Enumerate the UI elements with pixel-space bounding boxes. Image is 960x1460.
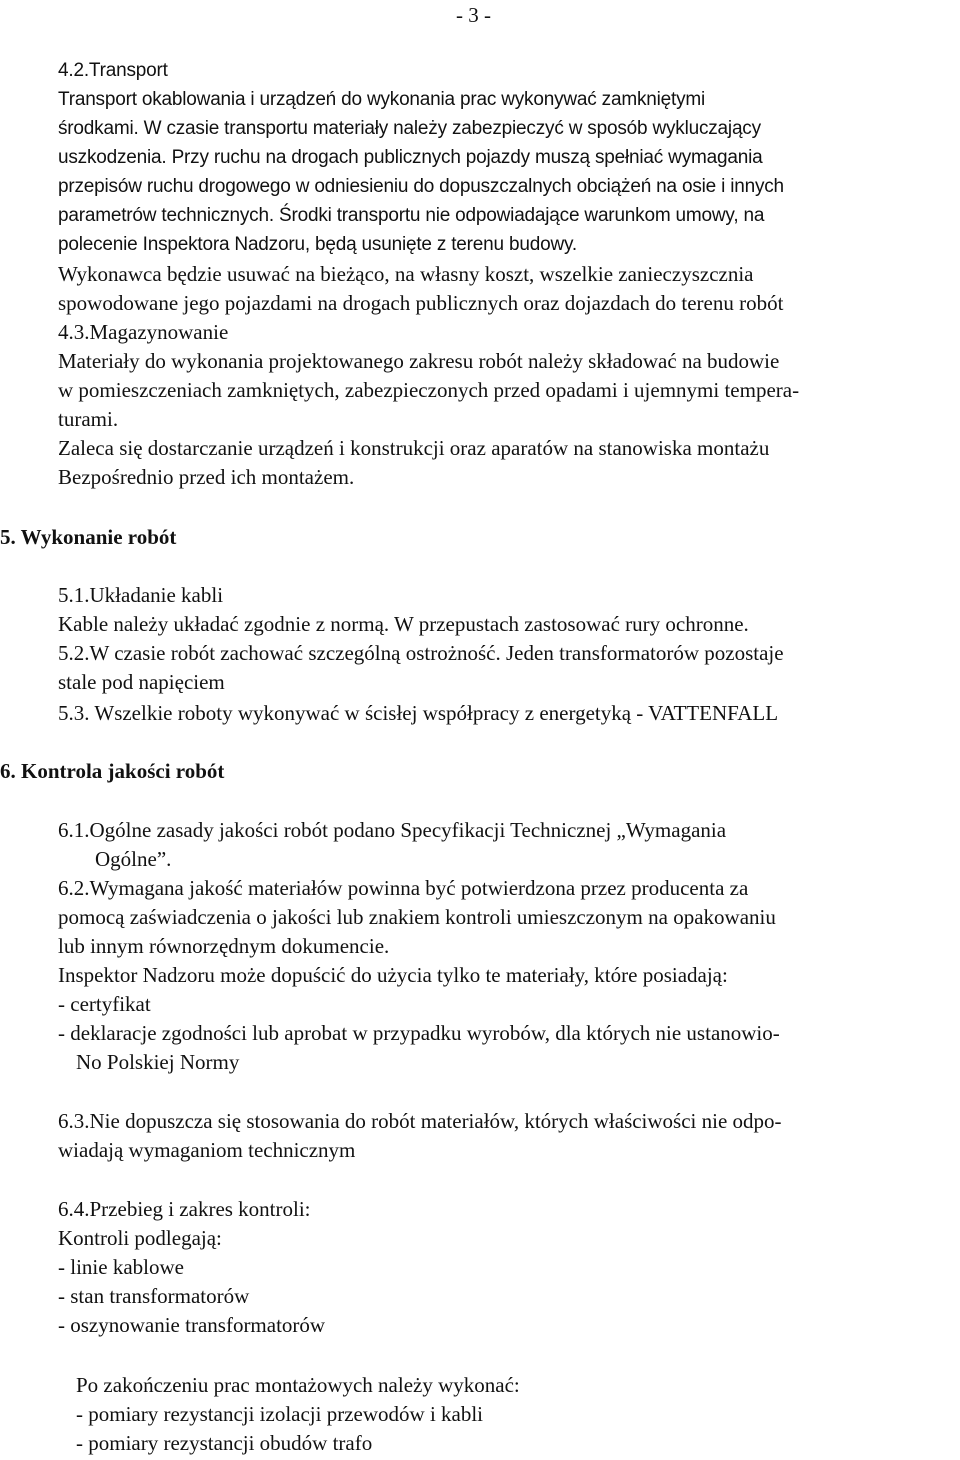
text-line: No Polskiej Normy <box>76 1050 240 1074</box>
heading-5: 5. Wykonanie robót <box>0 525 177 549</box>
heading-4-3: 4.3.Magazynowanie <box>58 320 229 344</box>
text-line: parametrów technicznych. Środki transportu nie odpowiadające warunkom umowy, na <box>58 205 765 226</box>
list-item: - deklaracje zgodności lub aprobat w przypadku wyrobów, dla których nie ustanowio- <box>58 1021 780 1045</box>
list-item: - stan transformatorów <box>58 1284 250 1308</box>
text-line: Ogólne”. <box>95 847 172 871</box>
text-line: spowodowane jego pojazdami na drogach publicznych oraz dojazdach do terenu robót <box>58 291 784 315</box>
list-item: - oszynowanie transformatorów <box>58 1313 326 1337</box>
heading-6: 6. Kontrola jakości robót <box>0 759 225 783</box>
text-line: pomocą zaświadczenia o jakości lub znakiem kontroli umieszczonym na opakowaniu <box>58 905 776 929</box>
list-item: - pomiary rezystancji obudów trafo <box>76 1431 373 1455</box>
text-line: 6.1.Ogólne zasady jakości robót podano Specyfikacji Technicznej „Wymagania <box>58 818 727 842</box>
subheading-6-4: 6.4.Przebieg i zakres kontroli: <box>58 1197 311 1221</box>
text-line: 6.2.Wymagana jakość materiałów powinna być potwierdzona przez producenta za <box>58 876 749 900</box>
text-line: turami. <box>58 407 119 431</box>
text-line: Materiały do wykonania projektowanego zakresu robót należy składować na budowie <box>58 349 780 373</box>
text-line: Inspektor Nadzoru może dopuścić do użycia tylko te materiały, które posiadają: <box>58 963 728 987</box>
text-line: polecenie Inspektora Nadzoru, będą usunięte z terenu budowy. <box>58 234 577 255</box>
text-line: 5.2.W czasie robót zachować szczególną ostrożność. Jeden transformatorów pozostaje <box>58 641 784 665</box>
text-line: Transport okablowania i urządzeń do wykonania prac wykonywać zamkniętymi <box>58 89 706 110</box>
list-item: - pomiary rezystancji izolacji przewodów i kabli <box>76 1402 484 1426</box>
text-line: Bezpośrednio przed ich montażem. <box>58 465 355 489</box>
text-line: środkami. W czasie transportu materiały należy zabezpieczyć w sposób wykluczający <box>58 118 761 139</box>
text-line: przepisów ruchu drogowego w odniesieniu do dopuszczalnych obciążeń na osie i innych <box>58 176 784 197</box>
text-line: Zaleca się dostarczanie urządzeń i konstrukcji oraz aparatów na stanowiska montażu <box>58 436 770 460</box>
text-line: lub innym równorzędnym dokumencie. <box>58 934 390 958</box>
text-line: Wykonawca będzie usuwać na bieżąco, na własny koszt, wszelkie zanieczyszcznia <box>58 262 754 286</box>
list-item: - linie kablowe <box>58 1255 184 1279</box>
text-line: 6.3.Nie dopuszcza się stosowania do robót materiałów, których właściwości nie odpo- <box>58 1109 782 1133</box>
text-line: uszkodzenia. Przy ruchu na drogach publicznych pojazdy muszą spełniać wymagania <box>58 147 763 168</box>
text-line: stale pod napięciem <box>58 670 225 694</box>
list-item: - certyfikat <box>58 992 151 1016</box>
text-line: wiadają wymaganiom technicznym <box>58 1138 356 1162</box>
subheading-5-1: 5.1.Układanie kabli <box>58 583 224 607</box>
heading-4-2: 4.2.Transport <box>58 60 168 81</box>
text-line: w pomieszczeniach zamkniętych, zabezpieczonych przed opadami i ujemnymi tempera- <box>58 378 800 402</box>
text-line: 5.3. Wszelkie roboty wykonywać w ścisłej współpracy z energetyką - VATTENFALL <box>58 701 779 725</box>
text-line: Po zakończeniu prac montażowych należy wykonać: <box>76 1373 520 1397</box>
text-line: Kable należy układać zgodnie z normą. W przepustach zastosować rury ochronne. <box>58 612 749 636</box>
page-number: - 3 - <box>456 3 491 27</box>
text-line: Kontroli podlegają: <box>58 1226 222 1250</box>
